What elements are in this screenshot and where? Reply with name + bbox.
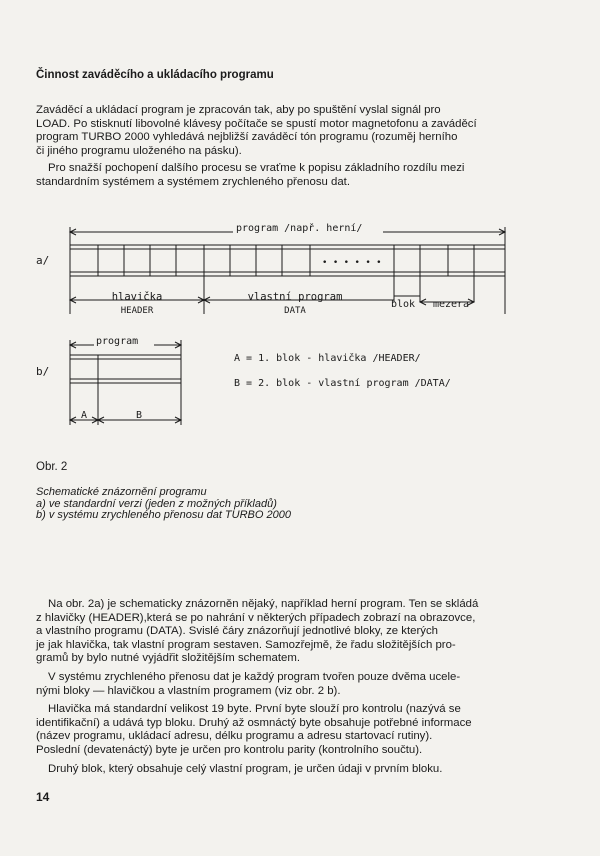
legend-b: B = 2. blok - vlastní program /DATA/: [234, 378, 451, 389]
paragraph-figure-explanation: [36, 598, 514, 666]
text-line: LOAD. Po stisknutí libovolné klávesy počítače se spustí motor magnetofonu a zaváděcí: [36, 117, 477, 130]
strip-frame: [70, 245, 505, 276]
text-line: Hlavička má standardní velikost 19 byte. První byte slouží pro kontrolu (nazývá se: [48, 703, 461, 715]
label-vlastni-program: vlastní program: [247, 291, 343, 303]
figure-number: Obr. 2: [36, 461, 68, 473]
label-B: B: [135, 410, 143, 421]
label-hlavicka: hlavička: [111, 291, 163, 303]
label-mezera: mezera: [432, 299, 470, 310]
ellipsis-dots: • • • • • •: [322, 258, 382, 268]
text-line: gramů by bylo nutné vyjádřit složitějším schematem.: [36, 652, 300, 665]
paragraph-second-block: [36, 763, 514, 777]
block-dividers: [98, 245, 474, 276]
text-line: nými bloky — hlavičkou a vlastním programem (viz obr. 2 b).: [36, 684, 341, 697]
text-line: V systému zrychleného přenosu dat je každý program tvořen pouze dvěma ucele-: [48, 671, 461, 683]
text-line: Poslední (devatenáctý) byte je určen pro kontrolu parity (kontrolního součtu).: [36, 743, 423, 756]
paragraph-header-size: [36, 703, 514, 757]
text-line: Pro snažší pochopení dalšího procesu se vraťme k popisu základního rozdílu mezi: [48, 162, 465, 174]
page-number: 14: [36, 790, 50, 804]
caption-line: a) ve standardní verzi (jeden z možných příkladů): [36, 497, 277, 510]
text-line: program TURBO 2000 vyhledává nejbližší zaváděcí tón programu (rozuměj herního: [36, 131, 458, 144]
text-line: (název programu, ukládací adresu, délku programu a adresu startovací rutiny).: [36, 730, 433, 743]
caption-line: Schematické znázornění programu: [36, 486, 207, 498]
figure-caption: [36, 487, 456, 522]
label-b-program: program: [96, 336, 139, 347]
text-line: identifikační) a udává typ bloku. Druhý až osmnáctý byte obsahuje potřebné informace: [36, 716, 472, 729]
text-line: standardním systémem a systémem zrychleného přenosu dat.: [36, 175, 351, 188]
text-line: z hlavičky (HEADER),která se po nahrání v některých případech zobrazí na obrazovce,: [36, 611, 476, 624]
text-line: Na obr. 2a) je schematicky znázorněn nějaký, například herní program. Ten se skládá: [48, 598, 479, 610]
text-line: je jak hlavička, tak vlastní program sestaven. Samozřejmě, že řadu složitějších pro-: [36, 638, 456, 651]
caption-line: b) v systému zrychleného přenosu dat TURBO 2000: [36, 509, 291, 522]
legend-a: A = 1. blok - hlavička /HEADER/: [234, 353, 421, 364]
label-blok: blok: [390, 299, 416, 310]
label-a: a/: [36, 254, 50, 267]
text-line: či jiného programu uloženého na pásku).: [36, 144, 242, 157]
text-line: a vlastního programu (DATA). Svislé čáry znázorňují jednotlivé bloky, ze kterých: [36, 625, 438, 638]
paragraph-turbo-system: [36, 671, 514, 698]
label-A: A: [80, 410, 88, 421]
label-program-herni: program /např. herní/: [236, 223, 363, 234]
text-line: Druhý blok, který obsahuje celý vlastní program, je určen údaji v prvním bloku.: [48, 763, 443, 775]
text-line: Zaváděcí a ukládací program je zpracován tak, aby po spuštění vyslal signál pro: [36, 104, 441, 116]
label-b: b/: [36, 365, 50, 378]
label-data: DATA: [284, 306, 306, 316]
section-heading: Činnost zaváděcího a ukládacího programu: [36, 69, 274, 81]
label-header: HEADER: [120, 306, 154, 316]
